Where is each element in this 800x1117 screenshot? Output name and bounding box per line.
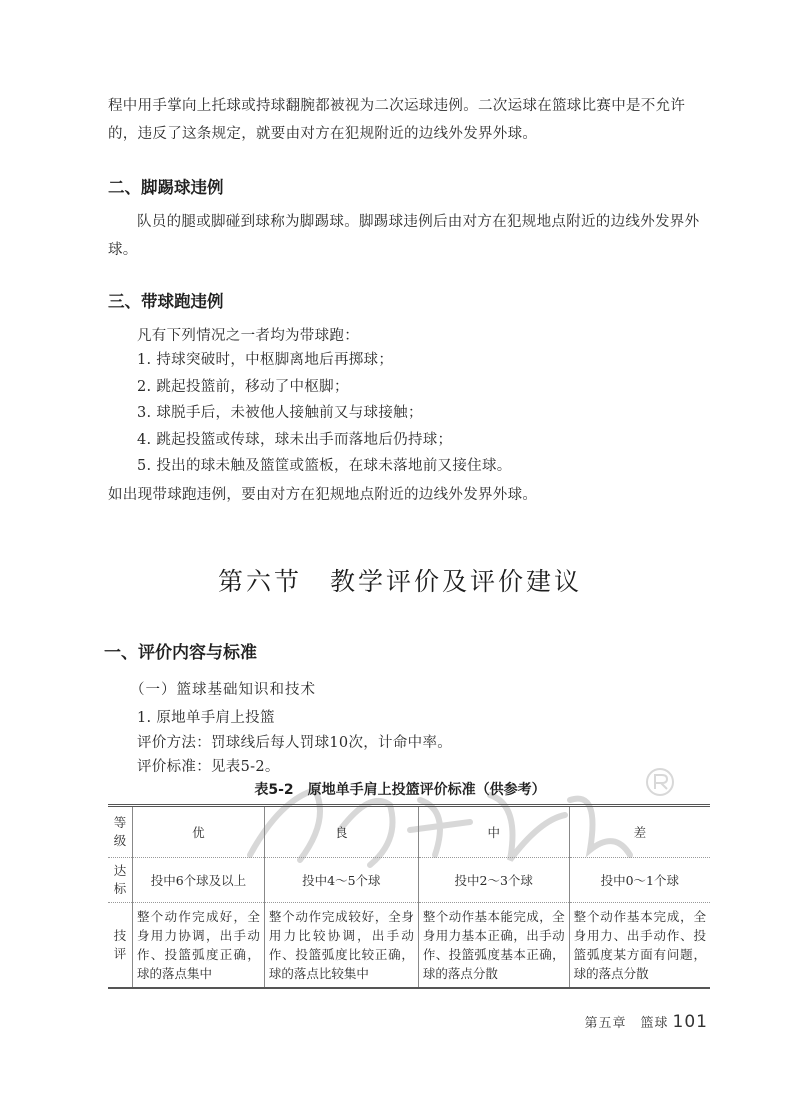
traveling-lead: 凡有下列情况之一者均为带球跑：: [137, 328, 359, 344]
kick-ball-heading: 二、脚踢球违例: [108, 178, 224, 197]
table-caption: 表5-2 原地单手肩上投篮评价标准（供参考）: [254, 782, 546, 798]
list-item: 2. 跳起投篮前，移动了中枢脚；: [137, 378, 349, 395]
technique-excellent: 整个动作完成好，全身用力协调，出手动作、投篮弧度正确，球的落点集中: [133, 903, 265, 989]
standard-poor: 投中0～1个球: [569, 858, 710, 903]
traveling-heading: 三、带球跑违例: [108, 292, 224, 311]
standard-excellent: 投中6个球及以上: [133, 858, 265, 903]
table-row: [108, 903, 710, 989]
kick-ball-paragraph: 队员的腿或脚碰到球称为脚踢球。脚踢球违例后由对方在犯规地点附近的边线外发界外球。: [108, 214, 700, 258]
basketball-basics-subheading: （一）篮球基础知识和技术: [130, 682, 316, 698]
evaluation-table: [108, 804, 710, 989]
technique-fair: 整个动作基本能完成，全身用力基本正确，出手动作、投篮弧度基本正确，球的落点分散: [418, 903, 569, 989]
list-item: 1. 持球突破时，中枢脚离地后再掷球；: [137, 352, 394, 368]
traveling-list: [137, 347, 707, 480]
row-header-technique: 技评: [108, 903, 133, 989]
traveling-closing: 如出现带球跑违例，要由对方在犯规地点附近的边线外发界外球。: [108, 487, 538, 503]
shooting-item: 1. 原地单手肩上投篮: [137, 710, 275, 726]
table-row: [108, 858, 710, 903]
list-item: 4. 跳起投篮或传球，球未出手而落地后仍持球；: [137, 431, 453, 448]
row-header-grade: 等级: [108, 806, 133, 858]
evaluation-standard: 评价标准：见表5-2。: [137, 759, 280, 775]
standard-fair: 投中2～3个球: [418, 858, 569, 903]
evaluation-heading: 一、评价内容与标准: [104, 643, 257, 663]
page-number: 101: [672, 1012, 708, 1032]
section-title: 第六节 教学评价及评价建议: [217, 567, 582, 596]
evaluation-method: 评价方法：罚球线后每人罚球10次，计命中率。: [137, 735, 453, 751]
page-footer: [585, 1012, 708, 1032]
row-header-standard: 达标: [108, 858, 133, 903]
grade-poor: 差: [569, 806, 710, 858]
grade-good: 良: [264, 806, 418, 858]
technique-poor: 整个动作基本完成，全身用力、出手动作、投篮弧度某方面有问题，球的落点分散: [569, 903, 710, 989]
grade-excellent: 优: [133, 806, 265, 858]
list-item: 5. 投出的球未触及篮筐或篮板，在球未落地前又接住球。: [137, 458, 512, 474]
technique-good: 整个动作完成较好，全身用力比较协调，出手动作、投篮弧度比较正确，球的落点比较集中: [264, 903, 418, 989]
table-row: [108, 806, 710, 858]
standard-good: 投中4～5个球: [264, 858, 418, 903]
list-item: 3. 球脱手后，未被他人接触前又与球接触；: [137, 405, 423, 421]
grade-fair: 中: [418, 806, 569, 858]
chapter-label: 第五章 篮球: [584, 1016, 669, 1031]
intro-paragraph: 程中用手掌向上托球或持球翻腕都被视为二次运球违例。二次运球在篮球比赛中是不允许的，违反了这条规定，就要由对方在犯规附近的边线外发界外球。: [108, 98, 686, 142]
